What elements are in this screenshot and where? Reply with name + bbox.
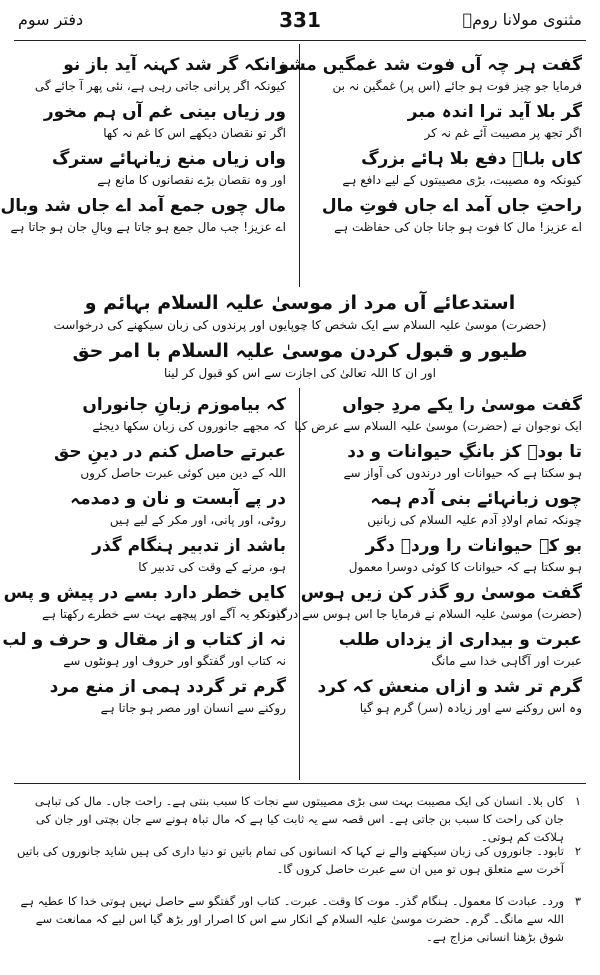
verse: کاں بلاؔ دفع بلا ہائے بزرگ: [361, 149, 582, 169]
section-heading-2: طیور و قبول کردن موسیٰ علیہ السلام با امر حق: [72, 340, 528, 362]
section1-left-column: [0, 52, 286, 240]
footnote-text: کاں بلا۔ انسان کی ایک مصیبت بہت سی بڑی مصیبتوں سے نجات کا سبب بنتی ہے۔ راحت جاں۔ مال کی تباہی جان کی راحت کا سبب بن جاتی ہے۔ اس قصہ سے یہ ثابت کیا ہے کہ مال تباہ ہونے سے جان بچتی اور جان کی ہلاکت کم ہوتی۔: [34, 794, 564, 844]
translation: چونکہ تمام اولادِ آدم علیہ السلام کی زبانیں: [367, 513, 582, 527]
translation: روکنے سے انسان اور مصر ہو جاتا ہے: [100, 701, 286, 715]
translation: اگر تو نقصان دیکھے اس کا غم نہ کھا: [103, 126, 286, 140]
section-heading-2-translation: اور ان کا اللہ تعالیٰ کی اجازت سے اس کو قبول کر لینا: [163, 366, 436, 380]
footnote: [14, 792, 586, 846]
translation: ایک نوجوان نے (حضرت) موسیٰ علیہ السلام سے عرض کیا: [294, 419, 582, 433]
verse: باشد از تدبیر ہنگام گذر: [92, 536, 286, 556]
verse: در پے آبست و نان و دمدمہ: [70, 489, 286, 509]
footnote-number: ۳: [574, 894, 582, 908]
footnote-rule: [14, 783, 586, 784]
translation: نہ کتاب اور گفتگو اور حروف اور ہونٹوں سے: [63, 654, 286, 668]
translation: کیونکہ وہ مصیبت، بڑی مصیبتوں کے لیے دافع ہے: [342, 173, 582, 187]
translation: اے عزیز! جب مال جمع ہو جاتا ہے وبالِ جان ہو جاتا ہے: [10, 220, 286, 234]
verse: عبرت و بیداری از یزداں طلب: [338, 630, 582, 650]
section-heading-1: استدعائے آں مرد از موسیٰ علیہ السلام بہائم و: [84, 292, 516, 314]
verse: مال چوں جمع آمد اے جاں شد وبال: [0, 196, 286, 216]
translation: روٹی، اور پانی، اور مکر کے لیے ہیں: [109, 513, 286, 527]
verse: کایں خطر دارد بسے در پیش و پس: [3, 583, 286, 603]
header-rule: [14, 40, 586, 41]
footnote-text: تابود۔ جانوروں کی زبان سیکھنے والے نے کہا کہ انسانوں کی تمام باتیں تو دنیا داری کی ہیں شاید جانوروں کی باتیں آخرت سے متعلق ہوں تو میں ان سے عبرت حاصل کروں گا۔: [17, 844, 564, 876]
verse: گفت موسیٰ را یکے مردِ جواں: [342, 395, 582, 415]
verse: عبرتے حاصل کنم در دینِ حق: [54, 442, 286, 462]
verse: گرم تر شد و ازاں منعش کہ کرد: [317, 677, 582, 697]
translation: ہو سکتا ہے کہ حیوانات کا کوئی دوسرا معمول: [348, 560, 582, 574]
footnote-number: ۱: [574, 794, 582, 808]
verse: بو کہ حیوانات را وردؔ دگر: [365, 536, 582, 556]
verse: واں زیاں منع زیانہائے سترگ: [52, 149, 286, 169]
page-header: [18, 8, 582, 38]
footnote-number: ۲: [574, 844, 582, 858]
volume-title: دفتر سوم: [18, 10, 84, 29]
translation: اے عزیز! مال کا فوت ہو جانا جان کی حفاظت ہے: [334, 220, 582, 234]
translation: ہو، مرنے کے وقت کی تدبیر کا: [138, 560, 286, 574]
section1-right-column: [278, 52, 582, 240]
footnote-text: ورد۔ عبادت کا معمول۔ ہنگام گذر۔ موت کا وقت۔ عبرت۔ کتاب اور گفتگو سے حاصل نہیں ہوتی خدا کا عطیہ ہے اللہ سے مانگ۔ گرم۔ حضرت موسیٰ علیہ السلام کے انکار سے اس کا اصرار اور بڑھ گیا اس لیے کہ ممانعت سے شوق بڑھنا انسانی مزاج ہے۔: [20, 894, 564, 944]
translation: عبرت اور آگاہی خدا سے مانگ: [431, 654, 582, 668]
translation: کیونکہ اگر پرانی جاتی رہی ہے، نئی پھر آ جائے گی: [34, 79, 286, 93]
translation: ہو سکتا ہے کہ حیوانات اور درندوں کی آواز سے: [343, 466, 582, 480]
footnote: [14, 842, 586, 878]
verse: چوں زبانہائے بنی آدم ہمہ: [370, 489, 582, 509]
book-title: مثنوی مولانا رومؒ: [462, 10, 582, 29]
page-number: 331: [279, 8, 321, 32]
translation: اللہ کے دین میں کوئی عبرت حاصل کروں: [80, 466, 286, 480]
verse: گفت ہر چہ آں فوت شد غمگیں مشو: [278, 55, 582, 75]
verse: ور زیاں بینی غم آں ہم مخور: [43, 102, 286, 122]
verse: زانکہ گر شد کہنہ آید باز نو: [63, 55, 286, 75]
verse: گرم تر گردد ہمی از منع مرد: [49, 677, 286, 697]
translation: اور وہ نقصان بڑے نقصانوں کا مانع ہے: [97, 173, 286, 187]
translation: کہ مجھے جانوروں کی زبان سکھا دیجئے: [92, 419, 286, 433]
verse: نہ از کتاب و از مقال و حرف و لب: [2, 630, 286, 650]
verse: تا بودؔ کز بانگِ حیوانات و دد: [347, 442, 582, 462]
translation: کیونکہ یہ آگے اور پیچھے بہت سے خطرے رکھتا ہے: [41, 607, 286, 621]
verse: کہ بیاموزم زبانِ جانوراں: [82, 395, 286, 415]
section2-left-column: [2, 392, 286, 721]
translation: اگر تجھ پر مصیبت آئے غم نہ کر: [424, 126, 582, 140]
verse: راحتِ جاں آمد اے جاں فوتِ مال: [321, 196, 582, 216]
translation: (حضرت) موسیٰ علیہ السلام نے فرمایا جا اس ہوس سے درگذر کر: [253, 607, 582, 621]
translation: فرمایا جو چیز فوت ہو جائے (اس پر) غمگین نہ بن: [332, 79, 582, 93]
column-divider-2: [299, 388, 300, 780]
footnote: [14, 892, 586, 946]
section2-right-column: [253, 392, 582, 721]
verse: گفت موسیٰ رو گذر کن زیں ہوس: [300, 583, 582, 603]
translation: وہ اس روکنے سے اور زیادہ (سر) گرم ہو گیا: [359, 701, 582, 715]
section-heading-1-translation: (حضرت) موسیٰ علیہ السلام سے ایک شخص کا چوپایوں اور پرندوں کی زبان سیکھنے کی درخواست: [53, 318, 547, 332]
column-divider-1: [299, 44, 300, 287]
verse: گر بلا آید ترا اندہ مبر: [407, 102, 582, 122]
